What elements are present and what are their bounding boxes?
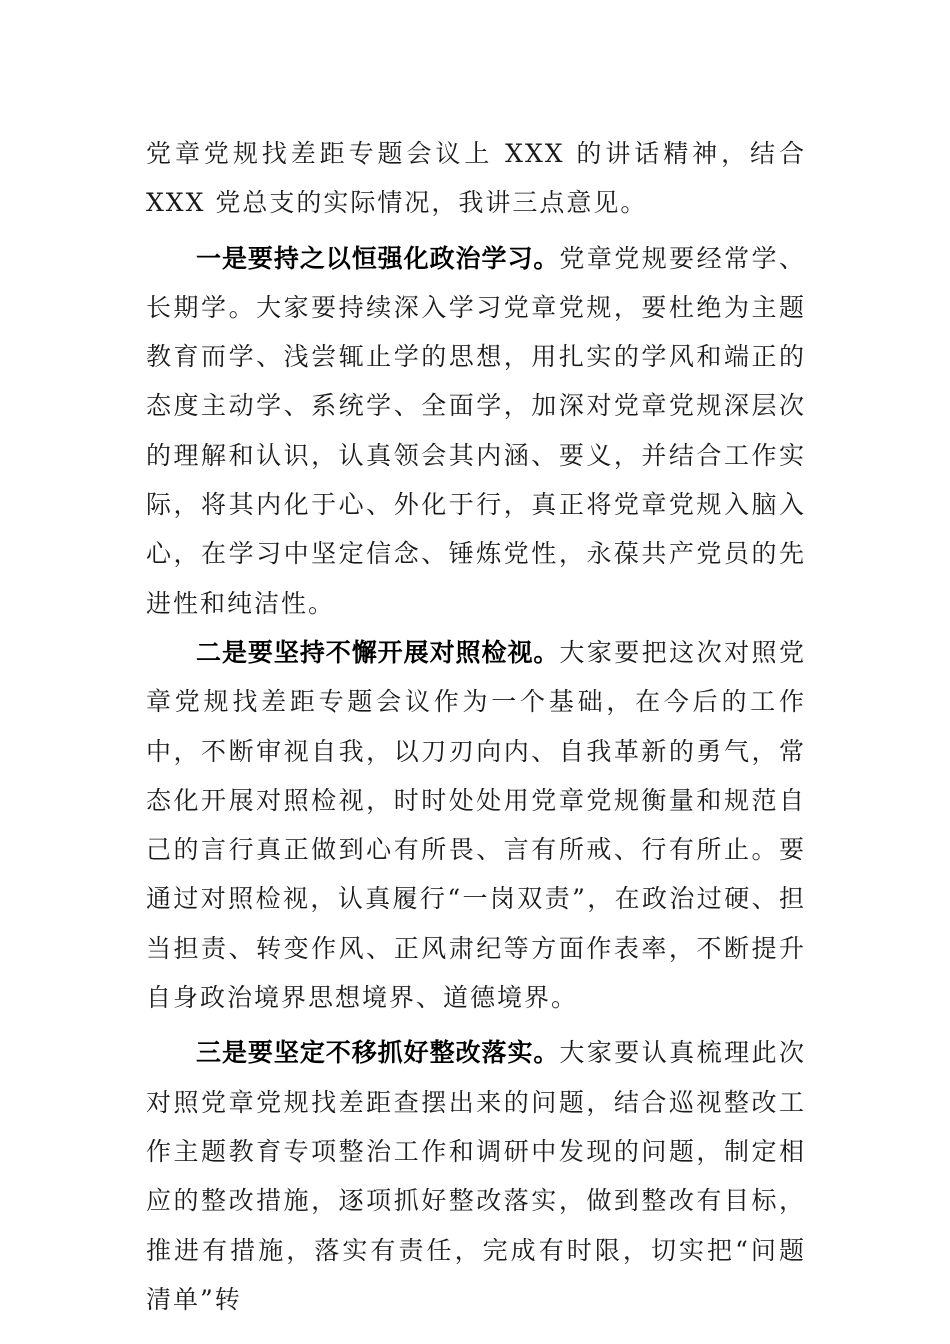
paragraph-point-two bbox=[146, 628, 806, 1022]
paragraph-point-three-lead: 三是要坚定不移抓好整改落实。 bbox=[196, 1038, 560, 1068]
paragraph-intro bbox=[146, 129, 806, 228]
paragraph-point-one-text: 党章党规要经常学、长期学。大家要持续深入学习党章党规，要杜绝为主题教育而学、浅尝辄止学的思想，用扎实的学风和端正的态度主动学、系统学、全面学，加深对党章党规深层次的理解和认识，认真领会其内涵、要义，并结合工作实际，将其内化于心、外化于行，真正将党章党规入脑入心，在学习中坚定信念、锤炼党性，永葆共产党员的先进性和纯洁性。 bbox=[146, 243, 806, 618]
paragraph-point-two-lead: 二是要坚持不懈开展对照检视。 bbox=[196, 637, 560, 667]
paragraph-point-two-text: 大家要把这次对照党章党规找差距专题会议作为一个基础，在今后的工作中，不断审视自我，以刀刃向内、自我革新的勇气，常态化开展对照检视，时时处处用党章党规衡量和规范自己的言行真正做到心有所畏、言有所戒、行有所止。要通过对照检视，认真履行“一岗双责”，在政治过硬、担当担责、转变作风、正风肃纪等方面作表率，不断提升自身政治境界思想境界、道德境界。 bbox=[146, 637, 806, 1013]
paragraph-point-one-lead: 一是要持之以恒强化政治学习。 bbox=[196, 243, 560, 273]
paragraph-intro-text: 党章党规找差距专题会议上 XXX 的讲话精神，结合 XXX 党总支的实际情况，我讲三点意见。 bbox=[146, 139, 806, 218]
paragraph-point-three-text: 大家要认真梳理此次对照党章党规找差距查摆出来的问题，结合巡视整改工作主题教育专项整治工作和调研中发现的问题，制定相应的整改措施，逐项抓好整改落实，做到整改有目标，推进有措施，落实有责任，完成有时限，切实把“问题清单”转 bbox=[146, 1038, 806, 1314]
paragraph-point-one bbox=[146, 234, 806, 628]
paragraph-point-three bbox=[146, 1028, 806, 1324]
document-body bbox=[146, 129, 806, 1324]
